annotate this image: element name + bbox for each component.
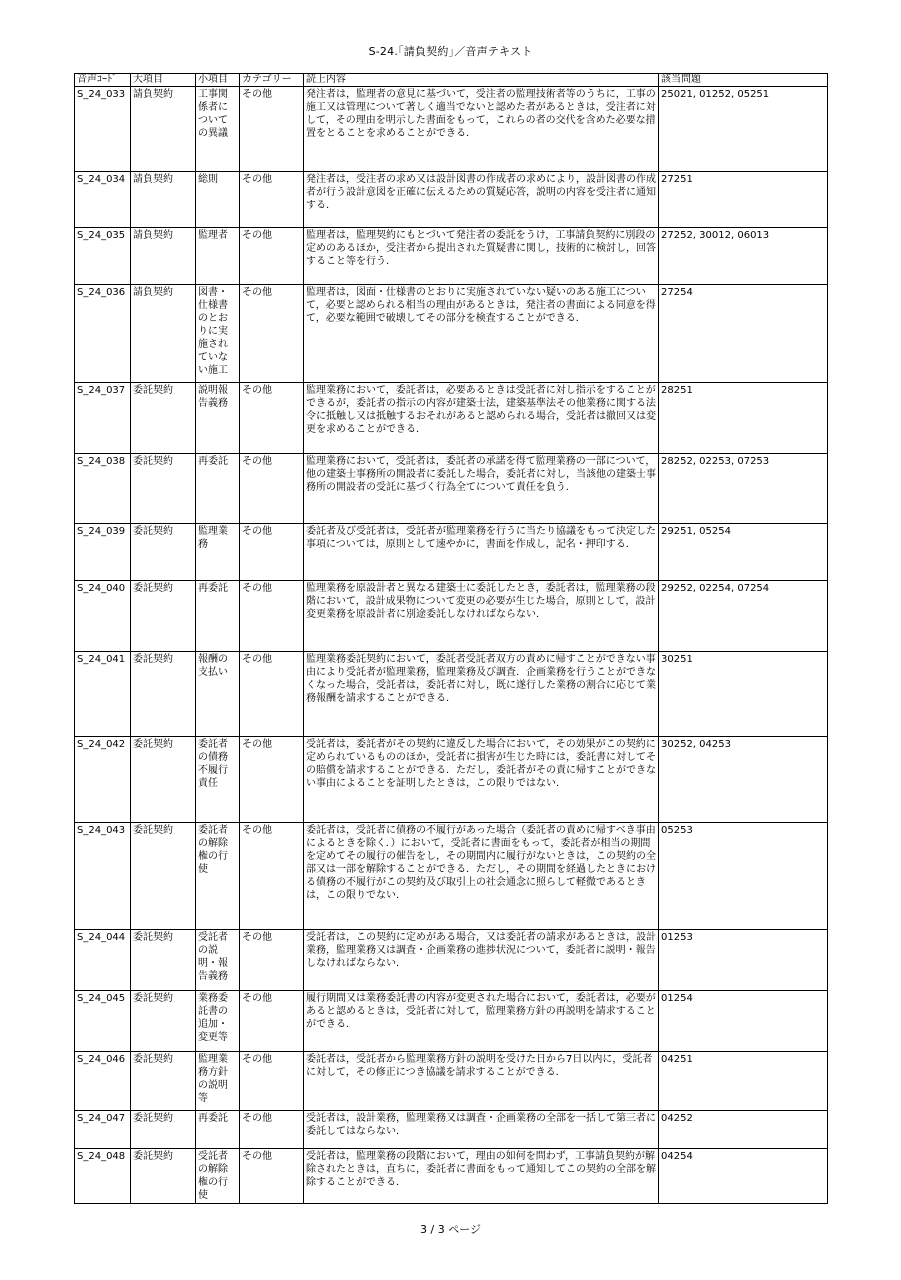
cell-code: S_24_046: [75, 1052, 131, 1111]
cell-code: S_24_036: [75, 285, 131, 383]
cell-major: 委託契約: [131, 1149, 196, 1204]
cell-major: 請負契約: [131, 228, 196, 285]
cell-minor: 説明報告義務: [196, 383, 240, 454]
cell-minor: 委託者の債務不履行責任: [196, 737, 240, 823]
cell-code: S_24_047: [75, 1111, 131, 1149]
cell-minor: 再委託: [196, 454, 240, 524]
page-title: S-24.｢請負契約｣／音声テキスト: [368, 45, 533, 58]
page-number: 3 / 3 ページ: [420, 1223, 481, 1236]
cell-minor: 報酬の支払い: [196, 652, 240, 737]
cell-minor: 受託者の説明・報告義務: [196, 930, 240, 991]
cell-code: S_24_043: [75, 823, 131, 930]
cell-code: S_24_033: [75, 87, 131, 172]
cell-major: 委託契約: [131, 454, 196, 524]
cell-major: 請負契約: [131, 87, 196, 172]
cell-text: 受託者は，この契約に定めがある場合，又は委託者の請求があるときは，設計業務，監理業務又は調査・企画業務の進捗状況について，委託者に説明・報告しなければならない．: [304, 930, 659, 991]
cell-questions: 27252, 30012, 06013: [659, 228, 828, 285]
header-read-text: 読上内容: [304, 74, 659, 87]
cell-major: 委託契約: [131, 930, 196, 991]
cell-category: その他: [240, 285, 304, 383]
header-related-questions: 該当問題: [659, 74, 828, 87]
table-row: [75, 87, 828, 172]
cell-questions: 27254: [659, 285, 828, 383]
cell-minor: 監理業務: [196, 524, 240, 581]
cell-category: その他: [240, 228, 304, 285]
cell-text: 監理業務を原設計者と異なる建築士に委託したとき，委託者は，監理業務の段階において，設計成果物について変更の必要が生じた場合，原則として，設計変更業務を原設計者に別途委託しなければならない．: [304, 581, 659, 652]
cell-category: その他: [240, 383, 304, 454]
table-row: [75, 1052, 828, 1111]
cell-code: S_24_042: [75, 737, 131, 823]
cell-text: 委託者及び受託者は，受託者が監理業務を行うに当たり協議をもって決定した事項については，原則として速やかに，書面を作成し，記名・押印する．: [304, 524, 659, 581]
cell-code: S_24_040: [75, 581, 131, 652]
cell-text: 履行期間又は業務委託書の内容が変更された場合において，委託者は，必要があると認めるときは，受託者に対して，監理業務方針の再説明を請求することができる．: [304, 991, 659, 1052]
cell-minor: 委託者の解除権の行使: [196, 823, 240, 930]
cell-minor: 受託者の解除権の行使: [196, 1149, 240, 1204]
cell-category: その他: [240, 1052, 304, 1111]
cell-major: 委託契約: [131, 524, 196, 581]
cell-questions: 25021, 01252, 05251: [659, 87, 828, 172]
header-code: 音声ｺｰﾄﾞ: [75, 74, 131, 87]
cell-text: 委託者は，受託者に債務の不履行があった場合（委託者の責めに帰すべき事由によるときを除く．）において，受託者に書面をもって，委託者が相当の期間を定めてその履行の催告をし，その期間内に履行がないときは，この契約の全部又は一部を解除することができる．ただし，その期間を経過したときにおける債務の不履行がこの契約及び取引上の社会通念に照らして軽微であるときは，この限りでない．: [304, 823, 659, 930]
table-header-row: [75, 74, 828, 87]
cell-minor: 再委託: [196, 581, 240, 652]
table-row: [75, 172, 828, 228]
cell-questions: 04252: [659, 1111, 828, 1149]
cell-questions: 04251: [659, 1052, 828, 1111]
cell-text: 発注者は，受注者の求め又は設計図書の作成者の求めにより，設計図書の作成者が行う設計意図を正確に伝えるための質疑応答，説明の内容を受注者に通知する．: [304, 172, 659, 228]
cell-questions: 30251: [659, 652, 828, 737]
header-minor-item: 小項目: [196, 74, 240, 87]
cell-questions: 29251, 05254: [659, 524, 828, 581]
table-row: [75, 652, 828, 737]
cell-text: 監理業務において，受託者は，委託者の承諾を得て監理業務の一部について，他の建築士事務所の開設者に委託した場合，委託者に対し，当該他の建築士事務所の開設者の受託に基づく行為全てについて責任を負う．: [304, 454, 659, 524]
cell-text: 受託者は，委託者がその契約に違反した場合において，その効果がこの契約に定められているもののほか，受託者に損害が生じた時には，委託書に対してその賠償を請求することができる．ただし，委託者がその責に帰すことができない事由によることを証明したときは，この限りではない．: [304, 737, 659, 823]
header-major-item: 大項目: [131, 74, 196, 87]
table-row: [75, 823, 828, 930]
cell-major: 委託契約: [131, 737, 196, 823]
cell-category: その他: [240, 454, 304, 524]
cell-major: 請負契約: [131, 285, 196, 383]
table-row: [75, 930, 828, 991]
cell-major: 委託契約: [131, 652, 196, 737]
cell-code: S_24_034: [75, 172, 131, 228]
cell-code: S_24_048: [75, 1149, 131, 1204]
cell-code: S_24_037: [75, 383, 131, 454]
cell-questions: 01253: [659, 930, 828, 991]
cell-code: S_24_045: [75, 991, 131, 1052]
table-row: [75, 228, 828, 285]
table-row: [75, 1111, 828, 1149]
table-row: [75, 581, 828, 652]
cell-minor: 図書・仕様書のとおりに実施されていない施工: [196, 285, 240, 383]
cell-major: 委託契約: [131, 1052, 196, 1111]
cell-text: 受託者は，監理業務の段階において，理由の如何を問わず，工事請負契約が解除されたときは，直ちに，委託者に書面をもって通知してこの契約の全部を解除することができる．: [304, 1149, 659, 1204]
cell-major: 委託契約: [131, 823, 196, 930]
cell-category: その他: [240, 652, 304, 737]
cell-questions: 28251: [659, 383, 828, 454]
table-row: [75, 524, 828, 581]
cell-category: その他: [240, 930, 304, 991]
cell-text: 委託者は，受託者から監理業務方針の説明を受けた日から7日以内に，受託者に対して，その修正につき協議を請求することができる．: [304, 1052, 659, 1111]
cell-questions: 01254: [659, 991, 828, 1052]
cell-major: 委託契約: [131, 383, 196, 454]
cell-minor: 工事関係者についての異議: [196, 87, 240, 172]
table-row: [75, 737, 828, 823]
cell-text: 監理業務において，委託者は，必要あるときは受託者に対し指示をすることができるが，委託者の指示の内容が建築士法，建築基準法その他業務に関する法令に抵触し又は抵触するおそれがあると認められる場合，受託者は撤回又は変更を求めることができる．: [304, 383, 659, 454]
cell-questions: 04254: [659, 1149, 828, 1204]
cell-code: S_24_041: [75, 652, 131, 737]
cell-category: その他: [240, 823, 304, 930]
voice-text-table: [74, 73, 828, 1204]
cell-text: 監理者は，監理契約にもとづいて発注者の委託をうけ，工事請負契約に別段の定めのあるほか，受注者から提出された質疑書に関し，技術的に検討し，回答すること等を行う．: [304, 228, 659, 285]
cell-category: その他: [240, 87, 304, 172]
cell-major: 委託契約: [131, 991, 196, 1052]
cell-code: S_24_035: [75, 228, 131, 285]
cell-major: 委託契約: [131, 1111, 196, 1149]
cell-category: その他: [240, 172, 304, 228]
cell-category: その他: [240, 581, 304, 652]
cell-text: 発注者は，監理者の意見に基づいて，受注者の監理技術者等のうちに，工事の施工又は管理について著しく適当でないと認めた者があるときは，受注者に対して，その理由を明示した書面をもって，これらの者の交代を含めた必要な措置をとることを求めることができる．: [304, 87, 659, 172]
cell-minor: 再委託: [196, 1111, 240, 1149]
cell-category: その他: [240, 737, 304, 823]
cell-text: 受託者は，設計業務，監理業務又は調査・企画業務の全部を一括して第三者に委託してはならない．: [304, 1111, 659, 1149]
cell-category: その他: [240, 1111, 304, 1149]
cell-text: 監理者は，図面・仕様書のとおりに実施されていない疑いのある施工について，必要と認められる相当の理由があるときは，発注者の書面による同意を得て，必要な範囲で破壊してその部分を検査することができる．: [304, 285, 659, 383]
cell-text: 監理業務委託契約において，委託者受託者双方の責めに帰すことができない事由により受託者が監理業務，監理業務及び調査．企画業務を行うことができなくなった場合，受託者は，委託者に対し，既に遂行した業務の割合に応じて業務報酬を請求することができる．: [304, 652, 659, 737]
cell-minor: 業務委託書の追加・変更等: [196, 991, 240, 1052]
cell-code: S_24_038: [75, 454, 131, 524]
cell-questions: 30252, 04253: [659, 737, 828, 823]
cell-minor: 監理者: [196, 228, 240, 285]
table-row: [75, 991, 828, 1052]
cell-category: その他: [240, 991, 304, 1052]
cell-minor: 総則: [196, 172, 240, 228]
cell-category: その他: [240, 1149, 304, 1204]
cell-code: S_24_039: [75, 524, 131, 581]
cell-category: その他: [240, 524, 304, 581]
table-row: [75, 383, 828, 454]
cell-questions: 28252, 02253, 07253: [659, 454, 828, 524]
cell-questions: 27251: [659, 172, 828, 228]
table-row: [75, 1149, 828, 1204]
cell-questions: 29252, 02254, 07254: [659, 581, 828, 652]
cell-minor: 監理業務方針の説明等: [196, 1052, 240, 1111]
cell-questions: 05253: [659, 823, 828, 930]
header-category: カテゴリー: [240, 74, 304, 87]
cell-code: S_24_044: [75, 930, 131, 991]
table-row: [75, 285, 828, 383]
table-row: [75, 454, 828, 524]
cell-major: 請負契約: [131, 172, 196, 228]
cell-major: 委託契約: [131, 581, 196, 652]
